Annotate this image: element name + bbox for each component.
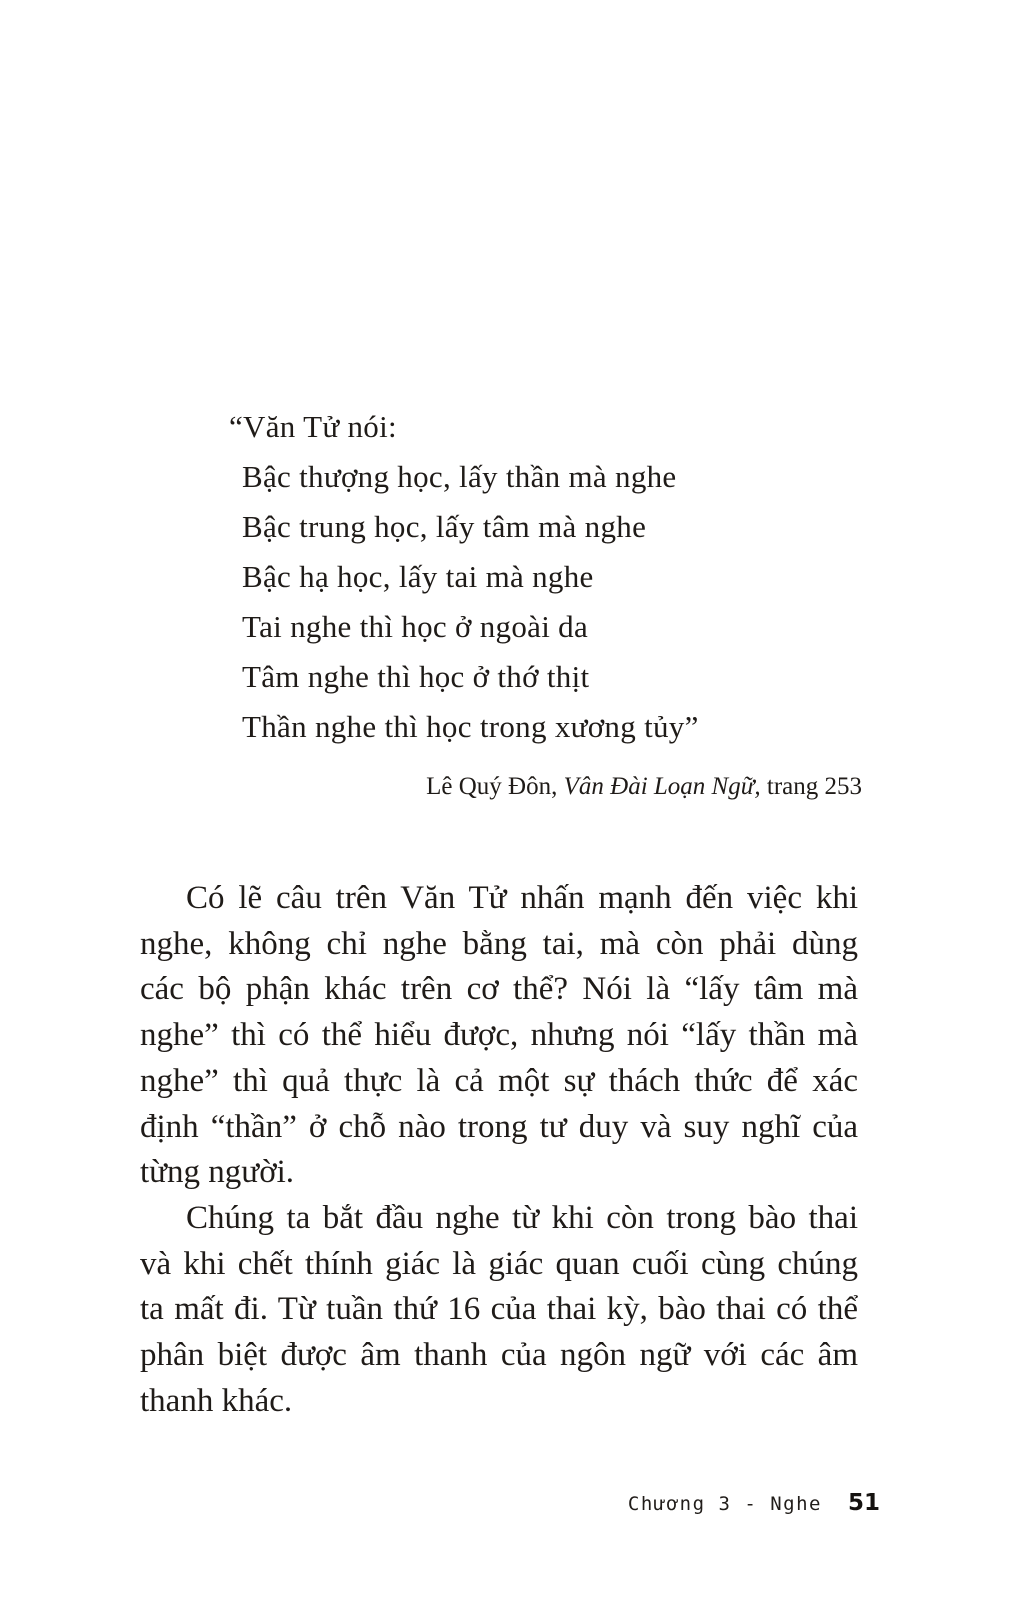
- paragraph-line: và khi chết thính giác là giác quan cuối cùng chúng: [140, 1245, 858, 1282]
- paragraph-line: các bộ phận khác trên cơ thể? Nói là “lấy tâm mà: [140, 971, 858, 1008]
- paragraph-line: nghe” thì có thể hiểu được, nhưng nói “lấy thần mà: [140, 1017, 858, 1054]
- poem-line: Bậc hạ học, lấy tai mà nghe: [242, 559, 594, 594]
- paragraph-line: nghe” thì quả thực là cả một sự thách thức để xác: [140, 1062, 858, 1099]
- poem-line: Tâm nghe thì học ở thớ thịt: [242, 659, 590, 694]
- poem-line: Bậc thượng học, lấy thần mà nghe: [242, 459, 677, 494]
- quote-block: [229, 402, 699, 752]
- footer-chapter-title: Chương 3 - Nghe: [627, 1493, 822, 1515]
- quote-attribution: [242, 769, 862, 805]
- body-text: [140, 876, 858, 1424]
- paragraph-line: từng người.: [140, 1154, 295, 1191]
- footer-page-number: 51: [847, 1490, 880, 1516]
- paragraph-line: phân biệt được âm thanh của ngôn ngữ với các âm: [140, 1337, 858, 1374]
- paragraph-line: Có lẽ câu trên Văn Tử nhấn mạnh đến việc khi: [186, 880, 858, 916]
- attribution-work-title: Vân Đài Loạn Ngữ,: [563, 773, 761, 800]
- paragraph-line: thanh khác.: [140, 1382, 293, 1419]
- poem-line: “Văn Tử nói:: [229, 409, 397, 444]
- poem-line: Bậc trung học, lấy tâm mà nghe: [242, 509, 647, 544]
- paragraph-line: Chúng ta bắt đầu nghe từ khi còn trong bào thai: [186, 1199, 858, 1236]
- paragraph-line: ta mất đi. Từ tuần thứ 16 của thai kỳ, bào thai có thể: [140, 1291, 858, 1328]
- attribution-page-ref: trang 253: [760, 773, 862, 800]
- attribution-author: Lê Quý Đôn,: [426, 773, 564, 800]
- paragraph-line: nghe, không chỉ nghe bằng tai, mà còn phải dùng: [140, 925, 858, 962]
- page-footer: [628, 1490, 880, 1516]
- poem-line: Thần nghe thì học trong xương tủy”: [242, 709, 699, 744]
- poem-line: Tai nghe thì học ở ngoài da: [242, 609, 589, 644]
- paragraph-line: định “thần” ở chỗ nào trong tư duy và suy nghĩ của: [140, 1108, 858, 1145]
